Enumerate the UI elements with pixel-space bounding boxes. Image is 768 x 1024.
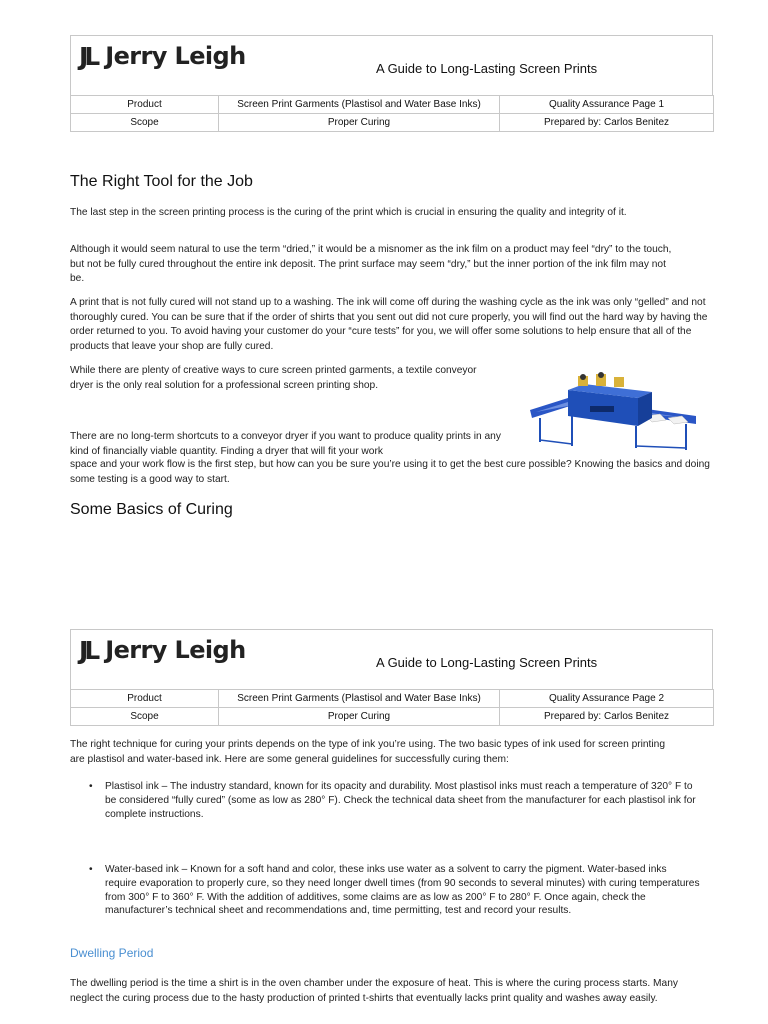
logo-mark-icon: JL: [79, 41, 97, 71]
company-logo: [79, 39, 246, 73]
header-cell: Scope: [71, 708, 219, 726]
ink-type-list: [89, 863, 700, 918]
header-cell: Quality Assurance Page 2: [500, 690, 714, 708]
paragraph: There are no long-term shortcuts to a conveyor dryer if you want to produce quality prints in any kind of financially viable quantity. Finding a dryer that will fit your work: [70, 431, 501, 457]
paragraph: Although it would seem natural to use the term “dried,” it would be a misnomer as the ink film on a product may feel “dry” to the touch, but not be fully cured throughout the entire ink deposit. The print surface may seem “dry,” but the inner portion of the ink film may not be.: [70, 244, 672, 284]
header-row-product: [71, 96, 714, 114]
list-item: [89, 780, 700, 821]
list-item: [89, 863, 700, 918]
logo-text: Jerry Leigh: [105, 42, 246, 70]
company-logo: [79, 633, 246, 667]
header-row-product: [71, 690, 714, 708]
document-title: A Guide to Long-Lasting Screen Prints: [376, 655, 598, 670]
document-title: A Guide to Long-Lasting Screen Prints: [376, 61, 598, 76]
paragraph: space and your work flow is the first step, but how can you be sure you’re using it to get the best cure possible? Knowing the basics and doing some testing is a good way to start.: [70, 459, 710, 485]
section-heading: Some Basics of Curing: [70, 501, 233, 518]
header-cell: Screen Print Garments (Plastisol and Water Base Inks): [219, 690, 500, 708]
header-cell: Prepared by: Carlos Benitez: [500, 708, 714, 726]
header-cell: Quality Assurance Page 1: [500, 96, 714, 114]
header-table: [70, 689, 714, 726]
header-row-scope: [71, 708, 714, 726]
paragraph: The right technique for curing your prints depends on the type of ink you’re using. The two basic types of ink used for screen printing are plastisol and water-based ink. Here are some general guidelines for successfully curing them:: [70, 739, 665, 765]
header-cell: Proper Curing: [219, 114, 500, 132]
bullet-term: Water-based ink: [105, 864, 179, 875]
header-row-scope: [71, 114, 714, 132]
bullet-icon: •: [89, 781, 93, 792]
header-cell: Product: [71, 690, 219, 708]
header-cell: Scope: [71, 114, 219, 132]
header-cell: Prepared by: Carlos Benitez: [500, 114, 714, 132]
ink-type-list: [89, 780, 700, 821]
paragraph: The last step in the screen printing process is the curing of the print which is crucial in ensuring the quality and integrity of it.: [70, 207, 627, 218]
header-table: [70, 95, 714, 132]
section-heading: The Right Tool for the Job: [70, 173, 253, 190]
bullet-icon: •: [89, 864, 93, 875]
subheading: Dwelling Period: [70, 946, 154, 960]
paragraph: A print that is not fully cured will not stand up to a washing. The ink will come off during the washing cycle as the ink was only “gelled” and not thoroughly cured. You can be sure that if the order of shirts that you sent out did not cure properly, you will find out the hard way by having the order returned to you. To avoid having your customer do your “cure tests” for you, we will offer some solutions to help ensure that all of the products that leave your shop are fully cured.: [70, 297, 708, 352]
header-cell: Proper Curing: [219, 708, 500, 726]
paragraph: The dwelling period is the time a shirt is in the oven chamber under the exposure of heat. This is where the curing process starts. Many neglect the curing process due to the hasty production of printed t-shirts that eventually lacks print quality and washes away easily.: [70, 978, 678, 1004]
bullet-text: – The industry standard, known for its opacity and durability. Most plastisol inks must reach a temperature of 320° F to be considered “fully cured” (some as low as 280° F). Check the technical data sheet from the manufacturer for each plastisol ink for complete instructions.: [105, 781, 696, 820]
header-cell: Screen Print Garments (Plastisol and Water Base Inks): [219, 96, 500, 114]
header-top-cell: [70, 35, 713, 96]
logo-mark-icon: JL: [79, 635, 97, 665]
header-cell: Product: [71, 96, 219, 114]
paragraph: While there are plenty of creative ways to cure screen printed garments, a textile conveyor dryer is the only real solution for a professional screen printing shop.: [70, 365, 477, 391]
bullet-term: Plastisol ink: [105, 781, 159, 792]
conveyor-dryer-image: [528, 368, 698, 453]
bullet-text: – Known for a soft hand and color, these inks use water as a solvent to carry the pigment. Water-based inks require evaporation to properly cure, so they need longer dwell times (from 90 seconds to several minutes) with curing temperatures from 300° F to 360° F. With the addition of additives, some claims are as low as 200° F to 280° F. Once again, check the manufacturer’s technical sheet and recommendations and, time permitting, test and record your results.: [105, 864, 700, 917]
logo-text: Jerry Leigh: [105, 636, 246, 664]
header-top-cell: [70, 629, 713, 690]
